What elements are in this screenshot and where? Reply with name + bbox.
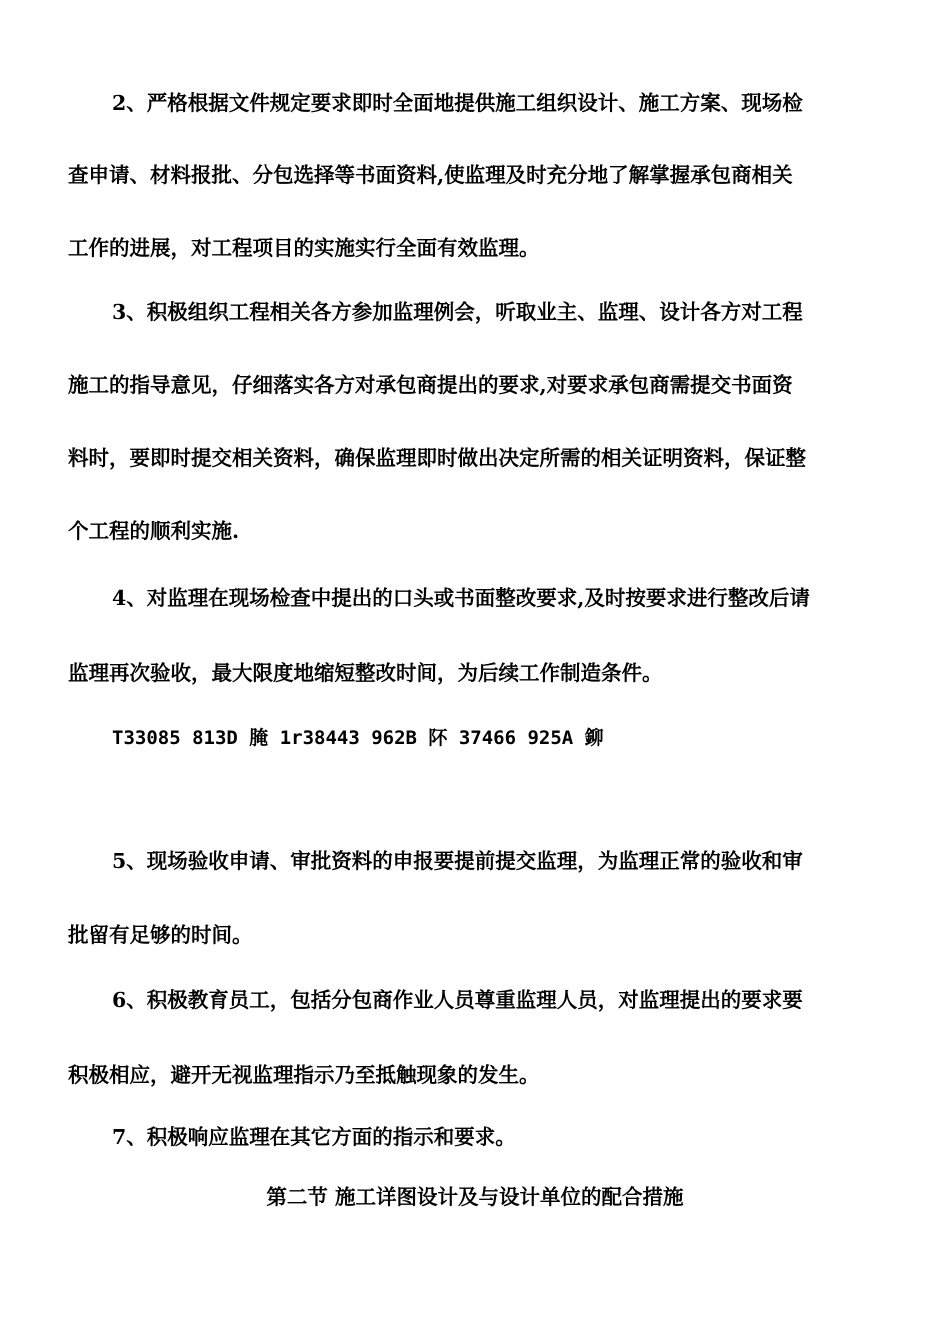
paragraph-5-line-1: 5、现场验收申请、审批资料的申报要提前提交监理，为监理正常的验收和审 [112, 849, 803, 873]
paragraph-6-line-1: 6、积极教育员工，包括分包商作业人员尊重监理人员，对监理提出的要求要 [112, 988, 803, 1012]
paragraph-3-line-2: 施工的指导意见，仔细落实各方对承包商提出的要求,对要求承包商需提交书面资 [68, 373, 793, 397]
paragraph-3-line-1: 3、积极组织工程相关各方参加监理例会，听取业主、监理、设计各方对工程 [112, 300, 803, 324]
paragraph-4-line-2: 监理再次验收，最大限度地缩短整改时间，为后续工作制造条件。 [68, 661, 663, 685]
paragraph-2-line-1: 2、严格根据文件规定要求即时全面地提供施工组织设计、施工方案、现场检 [112, 91, 803, 115]
paragraph-3-line-3: 料时，要即时提交相关资料，确保监理即时做出决定所需的相关证明资料，保证整 [68, 446, 806, 470]
paragraph-2-line-3: 工作的进展，对工程项目的实施实行全面有效监理。 [68, 236, 540, 260]
paragraph-7-line-1: 7、积极响应监理在其它方面的指示和要求。 [112, 1125, 516, 1149]
paragraph-3-line-4: 个工程的顺利实施. [68, 519, 240, 543]
paragraph-2-line-2: 查申请、材料报批、分包选择等书面资料,使监理及时充分地了解掌握承包商相关 [68, 163, 793, 187]
paragraph-4-line-1: 4、对监理在现场检查中提出的口头或书面整改要求,及时按要求进行整改后请 [112, 586, 810, 610]
code-line: T33085 813D 腌 1r38443 962B 阫 37466 925A 鉚 [112, 727, 604, 749]
section-heading: 第二节 施工详图设计及与设计单位的配合措施 [266, 1185, 684, 1209]
paragraph-5-line-2: 批留有足够的时间。 [68, 923, 253, 947]
paragraph-6-line-2: 积极相应，避开无视监理指示乃至抵触现象的发生。 [68, 1063, 540, 1087]
